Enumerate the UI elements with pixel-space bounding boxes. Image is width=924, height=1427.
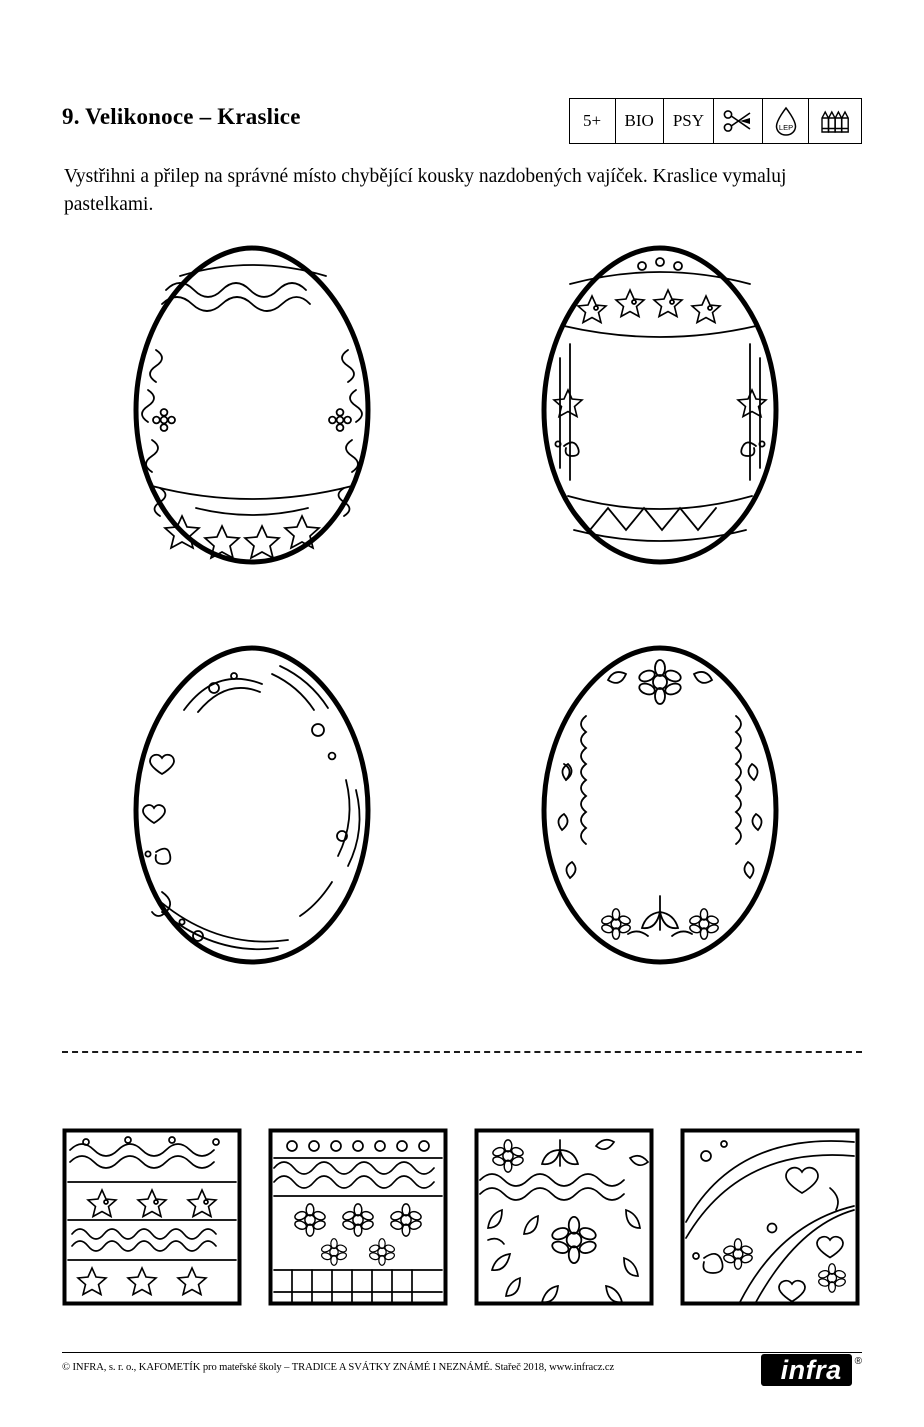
egg-2 [530,240,790,570]
copyright-text: © INFRA, s. r. o., KAFOMETÍK pro mateřské školy – TRADICE A SVÁTKY ZNÁMÉ I NEZNÁMÉ. Stařeč 2018, www.infracz.cz [62,1362,615,1373]
cutout-pieces-strip [0,1128,924,1306]
egg-4 [530,640,790,970]
cutout-piece-1[interactable] [62,1128,242,1306]
svg-text:LEP: LEP [778,123,793,132]
bio-badge: BIO [616,99,664,143]
page-footer [0,1352,924,1412]
scissors-icon [723,108,753,134]
registered-mark: ® [854,1356,862,1367]
infra-logo [761,1354,862,1386]
instruction-text: Vystřihni a přilep na správné místo chybějící kousky nazdobených vajíček. Kraslice vymaluj pastelkami. [64,166,787,216]
cutout-piece-4[interactable] [680,1128,860,1306]
psy-badge: PSY [664,99,714,143]
glue-drop-icon [773,105,799,137]
age-badge: 5+ [570,99,616,143]
footer-divider [62,1352,862,1353]
infra-logo-text: infra [761,1354,852,1386]
page-header [62,98,862,150]
egg-1 [122,240,382,570]
cut-dashed-line [62,1051,862,1053]
page-title: 9. Velikonoce – Kraslice [62,104,301,129]
scissors-badge [714,99,763,143]
egg-3 [122,640,382,970]
crayons-icon [818,106,852,136]
eggs-area [0,240,924,980]
glue-badge [763,99,809,143]
cutout-piece-2[interactable] [268,1128,448,1306]
crayons-badge [809,99,861,143]
badge-strip [569,98,862,144]
cutout-piece-3[interactable] [474,1128,654,1306]
